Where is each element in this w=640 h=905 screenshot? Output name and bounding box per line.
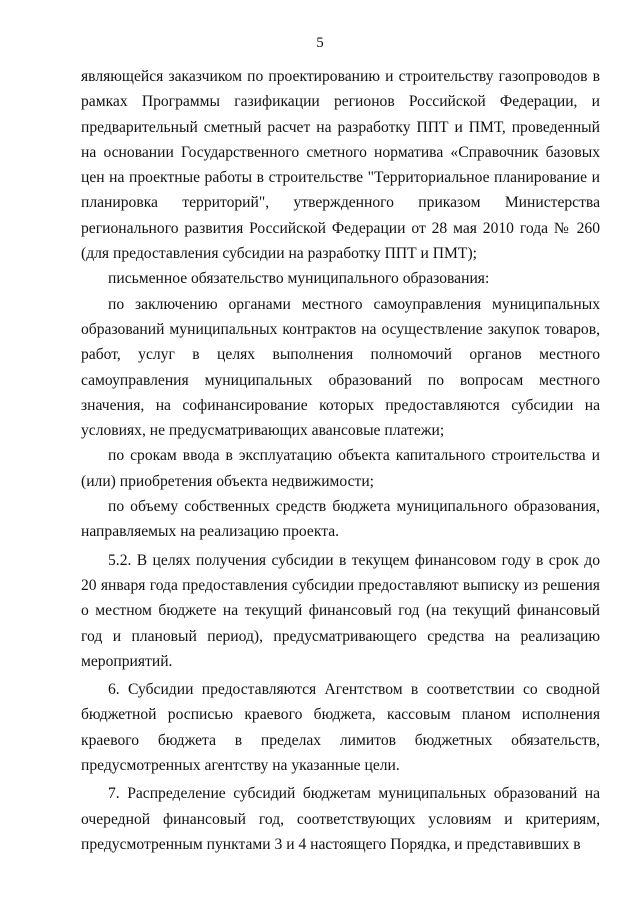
document-body — [81, 64, 600, 857]
paragraph-own-funds: по объему собственных средств бюджета муниципального образования, направляемых на реализацию проекта. — [81, 498, 600, 541]
paragraph-5-2: 5.2. В целях получения субсидии в текущем финансовом году в срок до 20 января года предоставления субсидии предоставляют выписку из решения о местном бюджете на текущий финансовый год (на текущий финансовый год и плановый период), предусматривающего средства на реализацию мероприятий. — [81, 551, 600, 670]
paragraph-6: 6. Субсидии предоставляются Агентством в соответствии со сводной бюджетной росписью краевого бюджета, кассовым планом исполнения краевого бюджета в пределах лимитов бюджетных обязательств, предусмотренных агентству на указанные цели. — [81, 681, 600, 775]
page-number: 5 — [316, 35, 324, 51]
paragraph-contracts-obligation: по заключению органами местного самоуправления муниципальных образований муниципальных контрактов на осуществление закупок товаров, работ, услуг в целях выполнения полномочий органов местного самоуправления муниципальных образований по вопросам местного значения, на софинансирование которых предоставляются субсидии на условиях, не предусматривающих авансовые платежи; — [81, 295, 600, 440]
paragraph-estimate: являющейся заказчиком по проектированию и строительству газопроводов в рамках Программы газификации регионов Российской Федерации, и предварительный сметный расчет на разработку ППТ и ПМТ, проведенный на основании Государственного сметного норматива «Справочник базовых цен на проектные работы в строительстве "Территориальное планирование и планировка территорий", утвержденного приказом Министерства регионального развития Российской Федерации от 28 мая 2010 года № 260 (для предоставления субсидии на разработку ППТ и ПМТ); — [81, 68, 600, 263]
paragraph-7: 7. Распределение субсидий бюджетам муниципальных образований на очередной финансовый год, соответствующих условиям и критериям, предусмотренным пунктами 3 и 4 настоящего Порядка, и представивших в — [81, 785, 600, 853]
paragraph-commissioning-deadlines: по срокам ввода в эксплуатацию объекта капитального строительства и (или) приобретения объекта недвижимости; — [81, 447, 600, 490]
paragraph-written-obligation: письменное обязательство муниципального образования: — [108, 270, 490, 288]
